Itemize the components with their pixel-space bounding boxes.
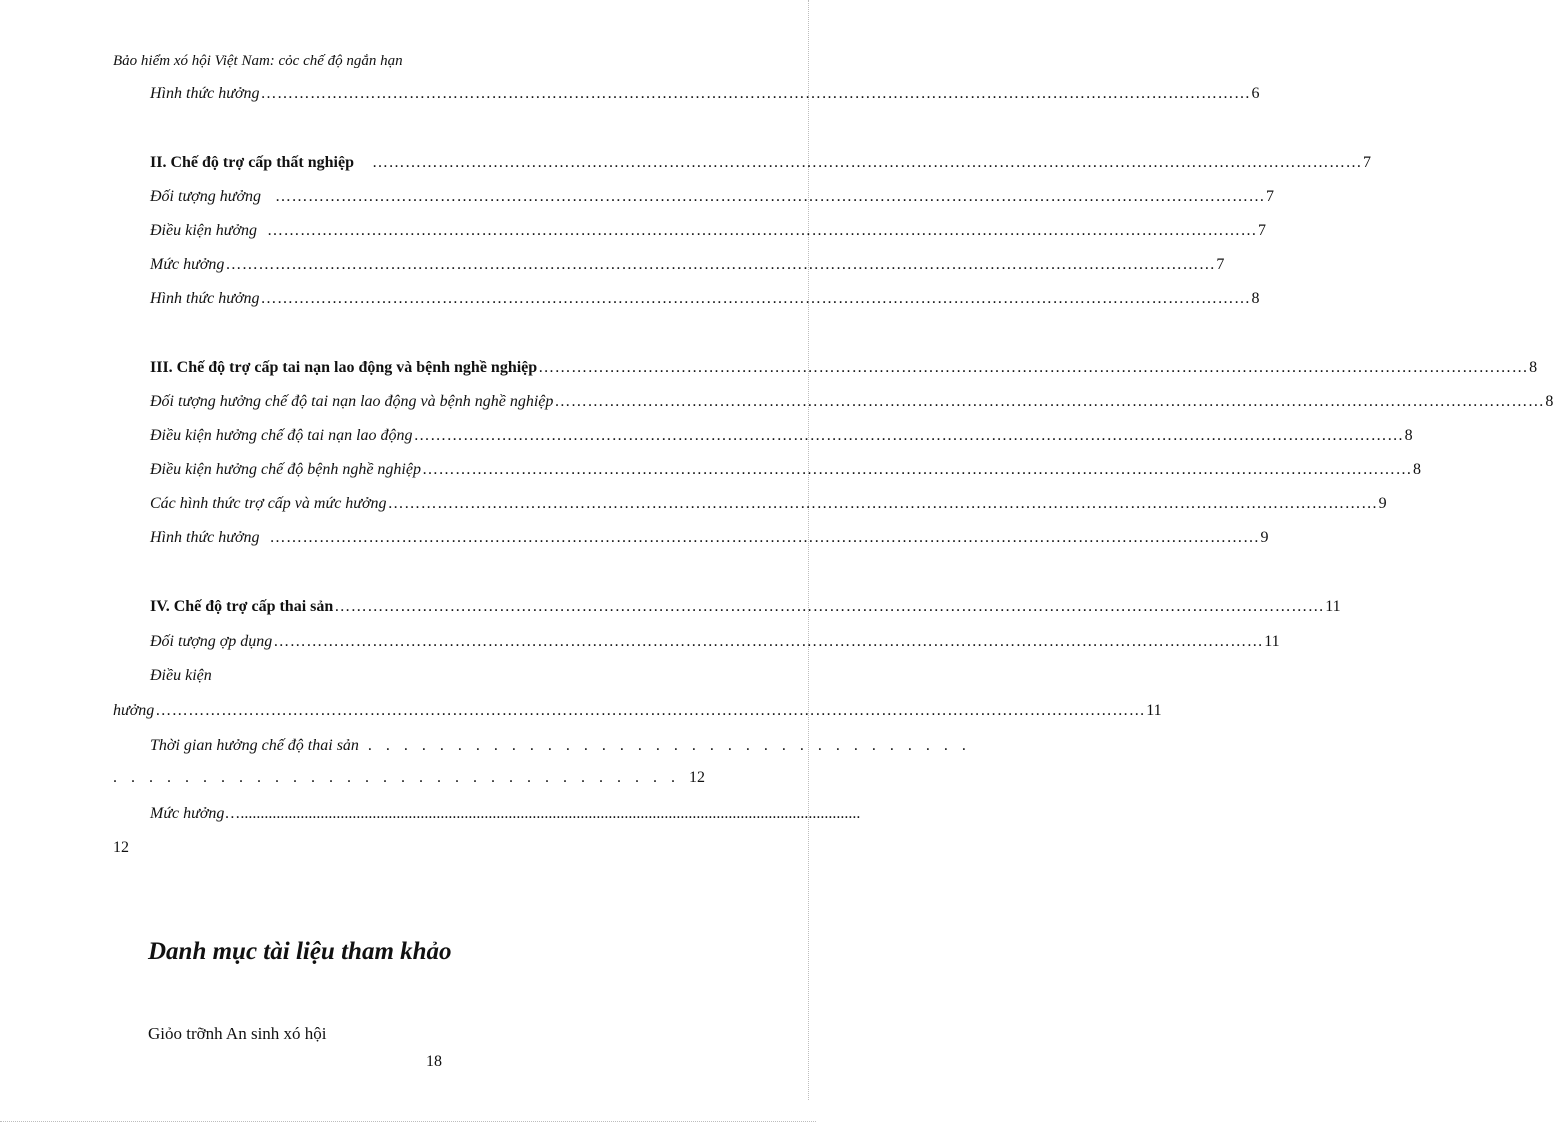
toc-entry-s4-thoi-gian-cont xyxy=(113,768,705,788)
running-header: Bảo hiểm xó hội Việt Nam: cỏc chế độ ngắn hạn xyxy=(113,53,403,69)
toc-entry-label: Thời gian hưởng chế độ thai sản xyxy=(150,737,359,754)
toc-entry-page: 8 xyxy=(1529,359,1538,376)
toc-entry-s4-dieu-kien-line2 xyxy=(113,701,1162,721)
page-number: 18 xyxy=(426,1053,442,1070)
toc-entry-page: 8 xyxy=(1545,393,1553,410)
toc-entry-page: 7 xyxy=(1216,256,1225,273)
toc-entry-s4-dieu-kien-line1: Điều kiện xyxy=(150,667,212,684)
toc-leader-dots xyxy=(538,358,1528,378)
toc-entry-page: 11 xyxy=(1146,702,1162,719)
toc-section-4-title xyxy=(150,597,1341,617)
toc-entry-s1-hinh-thuc xyxy=(150,84,1260,104)
toc-entry-label: Mức hưởng xyxy=(150,805,225,822)
toc-leader-dots xyxy=(261,84,1251,104)
toc-entry-s3-hinh-thuc xyxy=(150,528,1269,548)
toc-leader-dots xyxy=(261,289,1251,309)
toc-entry-label: hưởng xyxy=(113,702,155,719)
toc-leader-dots xyxy=(414,426,1404,446)
toc-leader-dots xyxy=(334,597,1324,617)
toc-entry-page-wrapped: 12 xyxy=(113,839,129,856)
toc-entry-label: Mức hưởng xyxy=(150,256,225,273)
toc-entry-s4-thoi-gian xyxy=(150,736,971,756)
toc-entry-page: 8 xyxy=(1251,290,1260,307)
toc-entry-label: Điều kiện hưởng chế độ bệnh nghề nghiệp xyxy=(150,461,421,478)
toc-entry-label: Đối tượng hưởng chế độ tai nạn lao động và bệnh nghề nghiệp xyxy=(150,393,554,410)
toc-entry-s4-doi-tuong xyxy=(150,632,1280,652)
toc-entry-page: 6 xyxy=(1251,85,1260,102)
reference-item: Giỏo trỡnh An sinh xó hội xyxy=(148,1024,327,1043)
toc-entry-s2-muc-huong xyxy=(150,255,1225,275)
toc-leader-dots: . . . . . . . . . . . . . . . . . . . . . . . . . . . . . . . . . . xyxy=(358,737,971,754)
toc-entry-page: 9 xyxy=(1378,495,1387,512)
toc-entry-page: 12 xyxy=(689,769,705,786)
toc-entry-page: 7 xyxy=(1258,222,1267,239)
toc-section-2-title xyxy=(150,153,1371,173)
toc-entry-s3-dieu-kien-benh xyxy=(150,460,1421,480)
toc-entry-s2-dieu-kien xyxy=(150,221,1267,241)
toc-leader-dots xyxy=(422,460,1412,480)
toc-entry-page: 7 xyxy=(1363,154,1371,171)
toc-section-title: II. Chế độ trợ cấp thất nghiệp xyxy=(150,154,354,171)
toc-entry-label: Điều kiện hưởng chế độ tai nạn lao động xyxy=(150,427,413,444)
toc-leader-dots xyxy=(267,221,1257,241)
toc-entry-s3-dieu-kien-tai-nan xyxy=(150,426,1413,446)
toc-leader-dots xyxy=(372,153,1362,173)
toc-leader-dots xyxy=(273,632,1263,652)
toc-leader-dots: …........................................................................................................................................................... xyxy=(224,805,861,822)
toc-leader-dots xyxy=(388,494,1378,514)
toc-entry-s3-doi-tuong xyxy=(150,392,1553,412)
toc-entry-page: 8 xyxy=(1404,427,1413,444)
toc-leader-dots xyxy=(554,392,1544,412)
references-title: Danh mục tài liệu tham khảo xyxy=(148,938,452,965)
toc-entry-label: Hình thức hưởng xyxy=(150,529,260,546)
toc-entry-label: Điều kiện hưởng xyxy=(150,222,258,239)
toc-leader-dots xyxy=(225,255,1215,275)
page-edge-bottom xyxy=(0,1121,816,1122)
toc-section-title: IV. Chế độ trợ cấp thai sản xyxy=(150,598,334,615)
toc-entry-s4-muc-huong xyxy=(150,804,861,824)
toc-leader-dots xyxy=(270,528,1260,548)
toc-leader-dots: . . . . . . . . . . . . . . . . . . . . . . . . . . . . . . . . xyxy=(113,769,689,786)
toc-entry-label: Hình thức hưởng xyxy=(150,290,260,307)
toc-leader-dots xyxy=(275,187,1265,207)
toc-entry-page: 9 xyxy=(1260,529,1269,546)
toc-leader-dots xyxy=(155,701,1145,721)
toc-entry-s2-doi-tuong xyxy=(150,187,1274,207)
toc-entry-page: 11 xyxy=(1264,633,1280,650)
toc-entry-page: 8 xyxy=(1412,461,1421,478)
toc-section-title: III. Chế độ trợ cấp tai nạn lao động và bệnh nghề nghiệp xyxy=(150,359,538,376)
toc-entry-label: Đối tượng hưởng xyxy=(150,188,261,205)
toc-entry-s2-hinh-thuc xyxy=(150,289,1260,309)
toc-entry-label: Các hình thức trợ cấp và mức hưởng xyxy=(150,495,387,512)
toc-entry-page: 11 xyxy=(1325,598,1341,615)
toc-entry-page: 7 xyxy=(1265,188,1274,205)
toc-section-3-title xyxy=(150,358,1538,378)
toc-entry-label: Hình thức hưởng xyxy=(150,85,260,102)
toc-entry-label: Đối tượng ợp dụng xyxy=(150,633,273,650)
toc-entry-s3-hinh-thuc-tro-cap xyxy=(150,494,1387,514)
